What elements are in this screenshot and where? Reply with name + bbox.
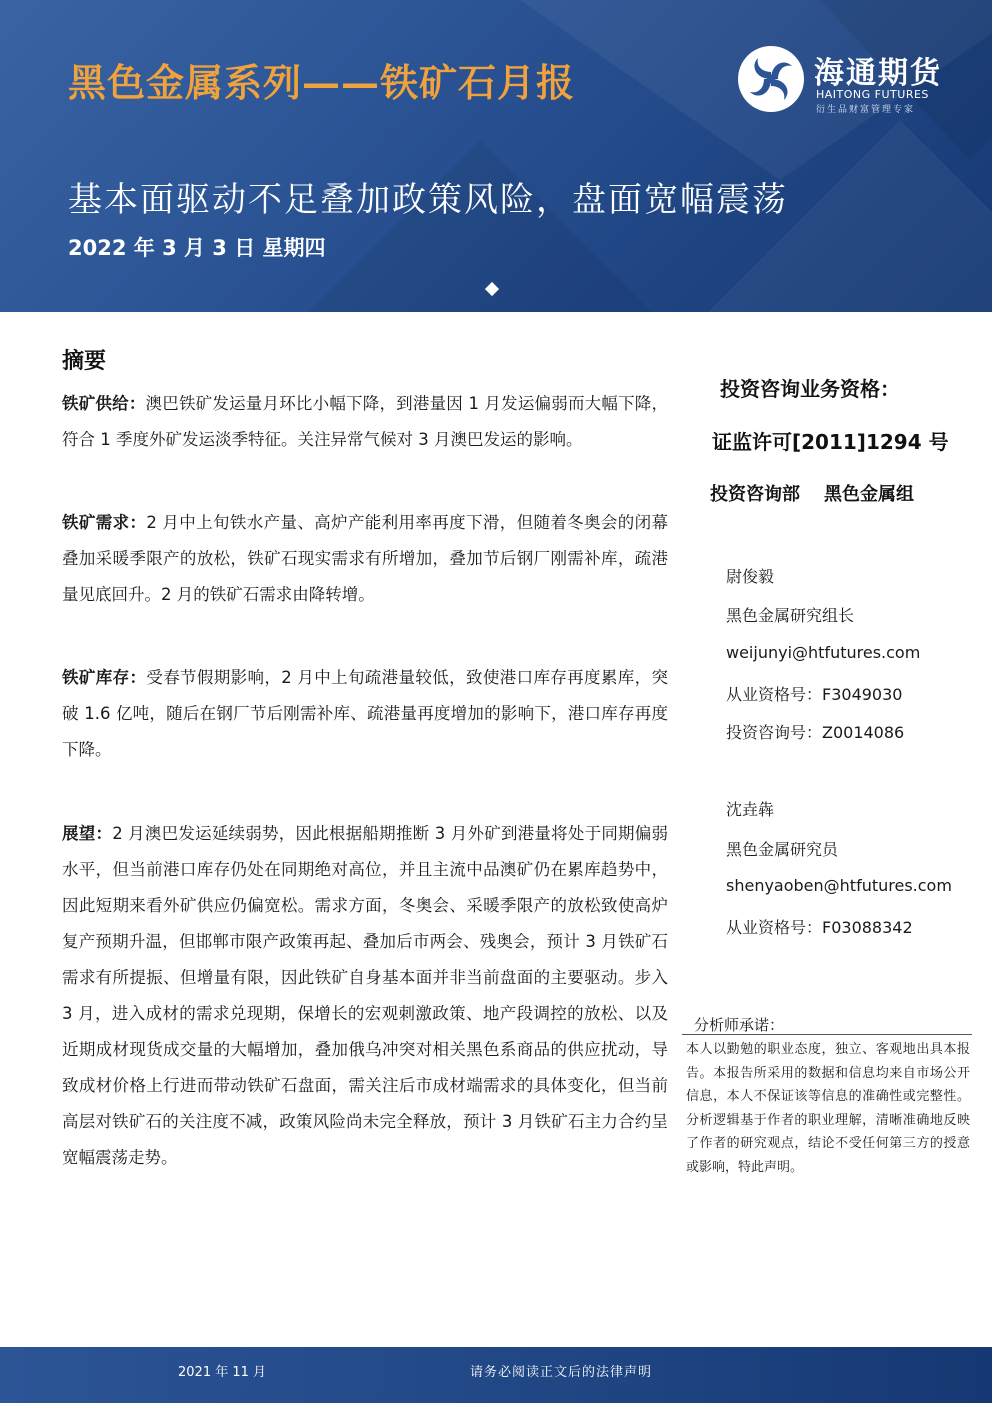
analyst-title: 黑色金属研究员 (726, 840, 839, 859)
department-name: 投资咨询部 (710, 484, 800, 505)
logo-text-en: HAITONG FUTURES (816, 88, 929, 101)
paragraph-text: 2 月中上旬铁水产量、高炉产能利用率再度下滑，但随着冬奥会的闭幕叠加采暖季限产的放松，铁矿石现实需求有所增加，叠加节后钢厂刚需补库，疏港量见底回升。2 月的铁矿石需求由降转增。 (62, 513, 668, 604)
paragraph-lead: 铁矿供给： (62, 394, 146, 413)
summary-paragraph-demand (62, 505, 668, 613)
paragraph-lead: 铁矿需求： (62, 513, 147, 532)
analyst-consult-no: 投资咨询号：Z0014086 (726, 723, 905, 742)
qualification-department (710, 480, 914, 506)
report-date: 2022 年 3 月 3 日 星期四 (68, 236, 326, 260)
paragraph-text: 2 月澳巴发运延续弱势，因此根据船期推断 3 月外矿到港量将处于同期偏弱水平，但当前港口库存仍处在同期绝对高位，并且主流中品澳矿仍在累库趋势中，因此短期来看外矿供应仍偏宽松。需求方面，冬奥会、采暖季限产的放松致使高炉复产预期升温，但邯郸市限产政策再起、叠加后市两会、残奥会，预计 3 月铁矿石需求有所提振、但增量有限，因此铁矿自身基本面并非当前盘面的主要驱动。步入 3 月，进入成材的需求兑现期，保增长的宏观刺激政策、地产段调控的放松、以及近期成材现货成交量的大幅增加，叠加俄乌冲突对相关黑色系商品的供应扰动，导致成材价格上行进而带动铁矿石盘面，需关注后市成材端需求的具体变化，但当前高层对铁矿石的关注度不减，政策风险尚未完全释放，预计 3 月铁矿石主力合约呈宽幅震荡走势。 (62, 824, 669, 1167)
promise-heading: 分析师承诺： (694, 1016, 785, 1034)
analyst-email[interactable]: weijunyi@htfutures.com (726, 643, 921, 662)
footer-legal-note: 请务必阅读正文后的法律声明 (470, 1365, 653, 1380)
summary-paragraph-outlook (62, 816, 668, 1176)
paragraph-text: 受春节假期影响，2 月中上旬疏港量较低，致使港口库存再度累库，突破 1.6 亿吨，随后在钢厂节后刚需补库、疏港量再度增加的影响下，港口库存再度下降。 (62, 668, 668, 759)
summary-paragraph-supply (62, 386, 668, 458)
paragraph-lead: 展望： (62, 824, 113, 843)
analyst-name: 尉俊毅 (726, 567, 775, 586)
footer-bar (0, 1347, 992, 1403)
divider (682, 1034, 972, 1035)
promise-text: 本人以勤勉的职业态度，独立、客观地出具本报告。本报告所采用的数据和信息均来自市场公开信息，本人不保证该等信息的准确性或完整性。分析逻辑基于作者的职业理解，清晰准确地反映了作者的研究观点，结论不受任何第三方的授意或影响，特此声明。 (686, 1042, 970, 1175)
group-name: 黑色金属组 (824, 484, 914, 505)
qualification-heading: 投资咨询业务资格： (720, 377, 900, 401)
qualification-license: 证监许可[2011]1294 号 (712, 430, 949, 454)
paragraph-text: 澳巴铁矿发运量月环比小幅下降，到港量因 1 月发运偏弱而大幅下降，符合 1 季度外矿发运淡季特征。关注异常气候对 3 月澳巴发运的影响。 (62, 394, 668, 449)
report-title: 基本面驱动不足叠加政策风险，盘面宽幅震荡 (68, 180, 788, 220)
analyst-title: 黑色金属研究组长 (726, 606, 855, 625)
summary-heading: 摘要 (62, 349, 107, 374)
summary-paragraph-inventory (62, 660, 668, 768)
header-banner (0, 0, 992, 312)
analyst-qualification-no: 从业资格号：F3049030 (726, 685, 903, 704)
footer-date: 2021 年 11 月 (178, 1365, 267, 1380)
analyst-email[interactable]: shenyaoben@htfutures.com (726, 876, 952, 895)
logo-slogan: 衍生品财富管理专家 (816, 105, 916, 115)
company-logo (736, 44, 966, 116)
logo-text-cn: 海通期货 (814, 56, 942, 91)
paragraph-lead: 铁矿库存： (62, 668, 147, 687)
series-title: 黑色金属系列——铁矿石月报 (68, 60, 576, 105)
analyst-qualification-no: 从业资格号：F03088342 (726, 918, 913, 937)
analyst-name: 沈垚犇 (726, 800, 775, 819)
banner-decoration (300, 140, 660, 312)
haitong-logo-icon (736, 44, 806, 114)
